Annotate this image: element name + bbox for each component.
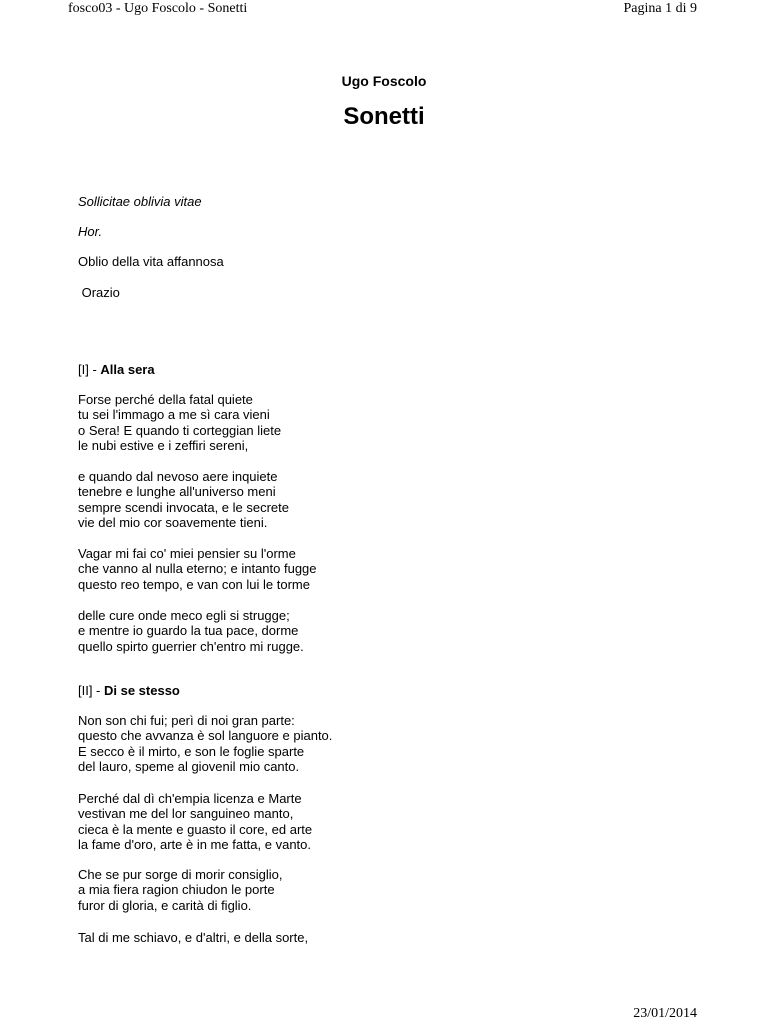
poem-heading bbox=[78, 362, 155, 378]
running-header-title: fosco03 - Ugo Foscolo - Sonetti bbox=[68, 1, 248, 16]
poem-line: la fame d'oro, arte è in me fatta, e vanto. bbox=[78, 837, 311, 853]
poem-stanza bbox=[78, 930, 308, 945]
poem-heading bbox=[78, 683, 180, 699]
poem-line: questo che avvanza è sol languore e pianto. bbox=[78, 728, 333, 744]
document-title: Sonetti bbox=[343, 103, 425, 130]
epigraph-italian: Oblio della vita affannosa bbox=[78, 254, 224, 269]
poem-stanza bbox=[78, 608, 304, 654]
epigraph-italian-source: Orazio bbox=[78, 285, 120, 300]
poem-line: questo reo tempo, e van con lui le torme bbox=[78, 576, 310, 592]
poem-line: quello spirto guerrier ch'entro mi rugge. bbox=[78, 638, 304, 654]
poem-number: [I] - bbox=[78, 362, 101, 377]
poem-title: Alla sera bbox=[100, 362, 155, 377]
poem-stanza bbox=[78, 469, 289, 531]
epigraph-latin: Sollicitae oblivia vitae bbox=[78, 194, 202, 209]
poem-line: Vagar mi fai co' miei pensier su l'orme bbox=[78, 546, 296, 561]
poem-line: e quando dal nevoso aere inquiete bbox=[78, 469, 278, 484]
poem-line: Perché dal dì ch'empia licenza e Marte bbox=[78, 791, 302, 806]
poem-line: le nubi estive e i zeffiri sereni, bbox=[78, 438, 249, 454]
poem-stanza bbox=[78, 546, 317, 592]
poem-line: delle cure onde meco egli si strugge; bbox=[78, 608, 290, 623]
poem-line: a mia fiera ragion chiudon le porte bbox=[78, 882, 275, 898]
poem-line: del lauro, speme al giovenil mio canto. bbox=[78, 759, 300, 775]
poem-title: Di se stesso bbox=[104, 683, 180, 698]
poem-line: cieca è la mente e guasto il core, ed arte bbox=[78, 821, 313, 837]
poem-line: Che se pur sorge di morir consiglio, bbox=[78, 867, 283, 882]
poem-stanza bbox=[78, 392, 281, 454]
poem-line: furor di gloria, e carità di figlio. bbox=[78, 897, 252, 913]
poem-line: sempre scendi invocata, e le secrete bbox=[78, 499, 289, 515]
poem-line: tu sei l'immago a me sì cara vieni bbox=[78, 407, 270, 423]
poem-line: Tal di me schiavo, e d'altri, e della sorte, bbox=[78, 930, 309, 945]
poem-line: che vanno al nulla eterno; e intanto fugge bbox=[78, 561, 317, 577]
page-number: Pagina 1 di 9 bbox=[623, 1, 697, 16]
poem-line: e mentre io guardo la tua pace, dorme bbox=[78, 623, 299, 639]
epigraph-latin-source: Hor. bbox=[78, 224, 103, 239]
poem-number: [II] - bbox=[78, 683, 104, 698]
poem-line: Forse perché della fatal quiete bbox=[78, 392, 253, 407]
poem-stanza bbox=[78, 713, 332, 775]
poem-line: tenebre e lunghe all'universo meni bbox=[78, 484, 276, 500]
poem-line: E secco è il mirto, e son le foglie sparte bbox=[78, 743, 305, 759]
poem-stanza bbox=[78, 867, 282, 913]
poem-line: vestivan me del lor sanguineo manto, bbox=[78, 806, 294, 822]
poem-line: Non son chi fui; perì di noi gran parte: bbox=[78, 713, 295, 728]
poem-line: vie del mio cor soavemente tieni. bbox=[78, 515, 268, 531]
poem-stanza bbox=[78, 791, 312, 853]
print-date: 23/01/2014 bbox=[633, 1006, 697, 1021]
author-name: Ugo Foscolo bbox=[341, 73, 427, 89]
poem-line: o Sera! E quando ti corteggian liete bbox=[78, 422, 282, 438]
